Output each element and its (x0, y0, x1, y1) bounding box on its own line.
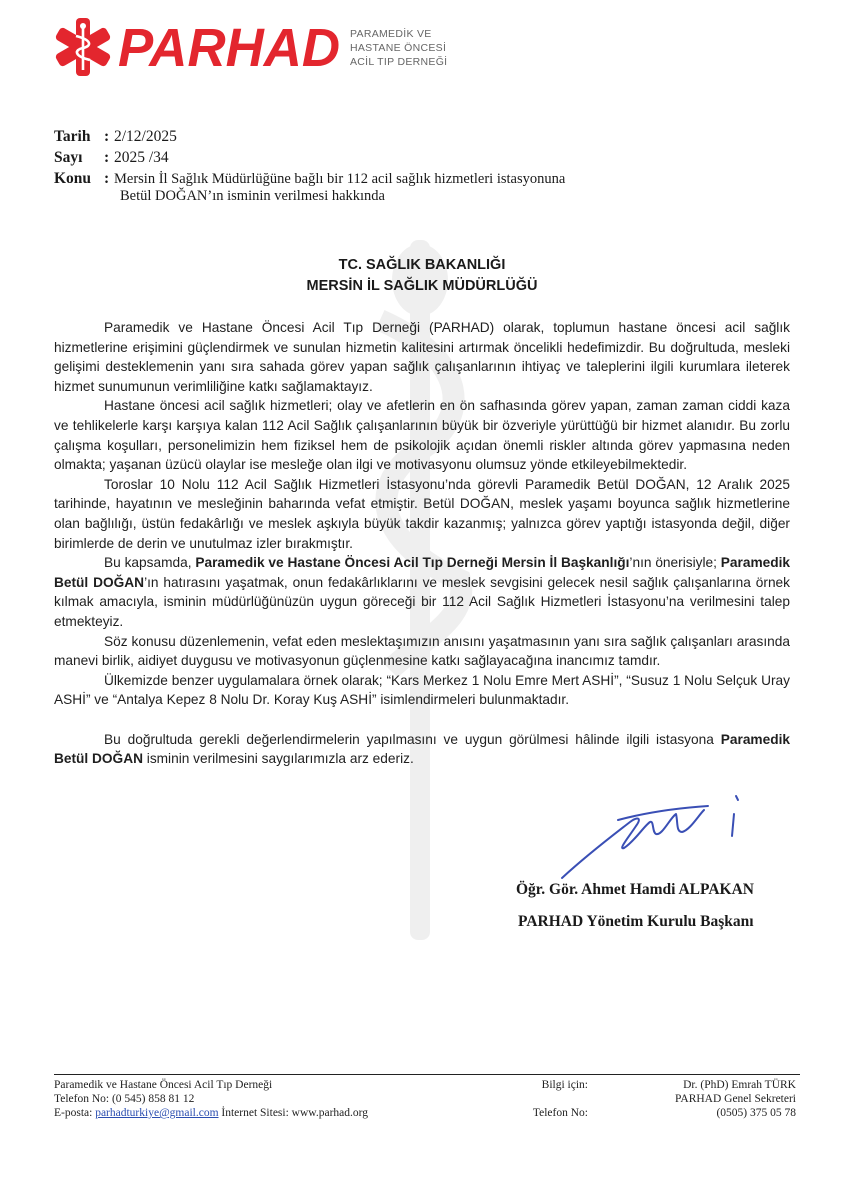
footer-email-label: E-posta: (54, 1107, 96, 1119)
date-colon: : (104, 128, 110, 145)
footer-right (604, 1078, 796, 1120)
handwritten-signature (558, 792, 758, 882)
letterhead-subtitle (350, 27, 447, 69)
recipient-line-1: TC. SAĞLIK BAKANLIĞI (338, 257, 506, 273)
subject-line-1: Mersin İl Sağlık Müdürlüğüne bağlı bir 112 acil sağlık hizmetleri istasyonuna (114, 171, 566, 187)
paragraph-4 (54, 553, 790, 631)
letterhead-sub-line-3: ACİL TIP DERNEĞİ (350, 56, 448, 68)
p4-bold-name: Paramedik Betül DOĞAN (54, 555, 791, 590)
brand-text: PARHAD (118, 18, 340, 76)
p4-text-c: ’nın önerisiyle; (629, 555, 721, 571)
subject-label: Konu (54, 170, 92, 187)
footer-divider (54, 1074, 800, 1075)
p4-bold-org: Paramedik ve Hastane Öncesi Acil Tıp Derneği Mersin İl Başkanlığı (195, 555, 630, 571)
paragraph-2: Hastane öncesi acil sağlık hizmetleri; olay ve afetlerin en ön safhasında görev yapan, zaman zaman ciddi kaza ve tehlikelerle karşı karşıya kalan 112 Acil Sağlık çalışanlarının büyük bir özveriyle yürüttüğü bir hizmet alanıdır. Bu zorlu çalışma koşulları, personelimizin hem fiziksel hem de psikolojik açıdan önemli riskler altında görev yapmasına neden olmakta; yaşanan üzücü olaylar ise mesleğe olan ilgi ve motivasyonu olumsuz yönde etkileyebilmektedir. (54, 398, 790, 473)
subject-colon: : (104, 170, 110, 187)
p7-text-c: isminin verilmesini saygılarımızla arz ederiz. (142, 751, 414, 767)
date-value: 2/12/2025 (114, 128, 177, 145)
paragraph-7 (54, 730, 790, 769)
letterhead-sub-line-2: HASTANE ÖNCESİ (350, 42, 447, 54)
p7-text-a: Bu doğrultuda gerekli değerlendirmelerin yapılmasını ve uygun görülmesi hâlinde ilgili istasyona (104, 731, 721, 747)
footer-website: İnternet Sitesi: www.parhad.org (218, 1107, 368, 1119)
footer-left (54, 1078, 368, 1120)
p4-text-a: Bu kapsamda, (104, 555, 196, 571)
footer-phone: Telefon No: (0 545) 858 81 12 (54, 1093, 195, 1105)
letter-body (54, 318, 790, 769)
footer-middle (526, 1078, 588, 1120)
paragraph-5: Söz konusu düzenlemenin, vefat eden meslektaşımızın anısını yaşatmasının yanı sıra sağlık çalışanları arasında manevi birlik, aidiyet duygusu ve motivasyonun güçlenmesine katkı sağlayacağına inancımız tamdır. (54, 633, 790, 669)
number-colon: : (104, 149, 110, 166)
footer-email-link[interactable]: parhadturkiye@gmail.com (95, 1107, 219, 1119)
star-of-life-logo-icon (52, 16, 114, 78)
footer-info-label: Bilgi için: (541, 1079, 588, 1091)
date-label: Tarih (54, 128, 91, 145)
footer-contact-line (54, 1106, 368, 1120)
footer-phone-label: Telefon No: (532, 1107, 588, 1119)
number-value: 2025 /34 (114, 149, 169, 166)
subject-value (114, 171, 565, 205)
subject-line-2: Betül DOĞAN’ın isminin verilmesi hakkında (120, 188, 385, 204)
footer-contact-title: PARHAD Genel Sekreteri (675, 1093, 796, 1105)
paragraph-3: Toroslar 10 Nolu 112 Acil Sağlık Hizmetleri İstasyonu’nda görevli Paramedik Betül DOĞAN, 12 Aralık 2025 tarihinde, hayatının ve mesleğinin baharında vefat etmiştir. Betül DOĞAN, meslek yaşamı boyunca sağlık hizmetlerine olan bağlılığı, üstün fedakârlığı ve meslek aşkıyla büyük takdir kazanmış; yalnızca görev yaptığı istasyonda değil, diğer birimlerde de derin ve unutulmaz izler bırakmıştır. (54, 476, 790, 551)
p7-bold-name: Paramedik Betül DOĞAN (54, 731, 790, 767)
paragraph-1: Paramedik ve Hastane Öncesi Acil Tıp Derneği (PARHAD) olarak, toplumun hastane öncesi acil sağlık hizmetlerine erişimini güçlendirmek ve sunulan hizmetin kalitesini artırmak öncelikli hedefimizdir. Bu doğrultuda, mesleki gelişimi desteklemenin yanı sıra sahada görev yapan sağlık çalışanlarının ihtiyaç ve taleplerini ilgili kurumlara ileterek hizmet sunumunun verimliliğine katkı sağlamaktayız. (54, 320, 790, 394)
signer-title: PARHAD Yönetim Kurulu Başkanı (518, 913, 754, 930)
footer-contact-phone: (0505) 375 05 78 (716, 1107, 796, 1119)
signer-block (516, 874, 754, 938)
parhad-wordmark (118, 14, 344, 76)
paragraph-6: Ülkemizde benzer uygulamalara örnek olarak; “Kars Merkez 1 Nolu Emre Mert ASHİ”, “Susuz 1 Nolu Selçuk Uray ASHİ” ve “Antalya Kepez 8 Nolu Dr. Koray Kuş ASHİ” isimlendirmeleri bulunmaktadır. (54, 672, 790, 708)
footer-org: Paramedik ve Hastane Öncesi Acil Tıp Derneği (54, 1079, 273, 1091)
footer-contact-name: Dr. (PhD) Emrah TÜRK (683, 1079, 796, 1091)
p4-text-e: ’ın hatırasını yaşatmak, onun fedakârlıklarını ve meslek sevgisini gelecek nesil sağlık çalışanlarına örnek kılmak amacıyla, isminin müdürlüğünüzün uygun göreceği bir 112 Acil Sağlık Hizmetleri İstasyonu’na verilmesini talep etmekteyiz. (54, 574, 791, 629)
number-label: Sayı (54, 149, 83, 166)
signer-name: Öğr. Gör. Ahmet Hamdi ALPAKAN (516, 881, 754, 898)
recipient-line-2: MERSİN İL SAĞLIK MÜDÜRLÜĞÜ (306, 278, 538, 294)
letterhead-sub-line-1: PARAMEDİK VE (350, 28, 432, 40)
recipient-block (0, 255, 844, 297)
